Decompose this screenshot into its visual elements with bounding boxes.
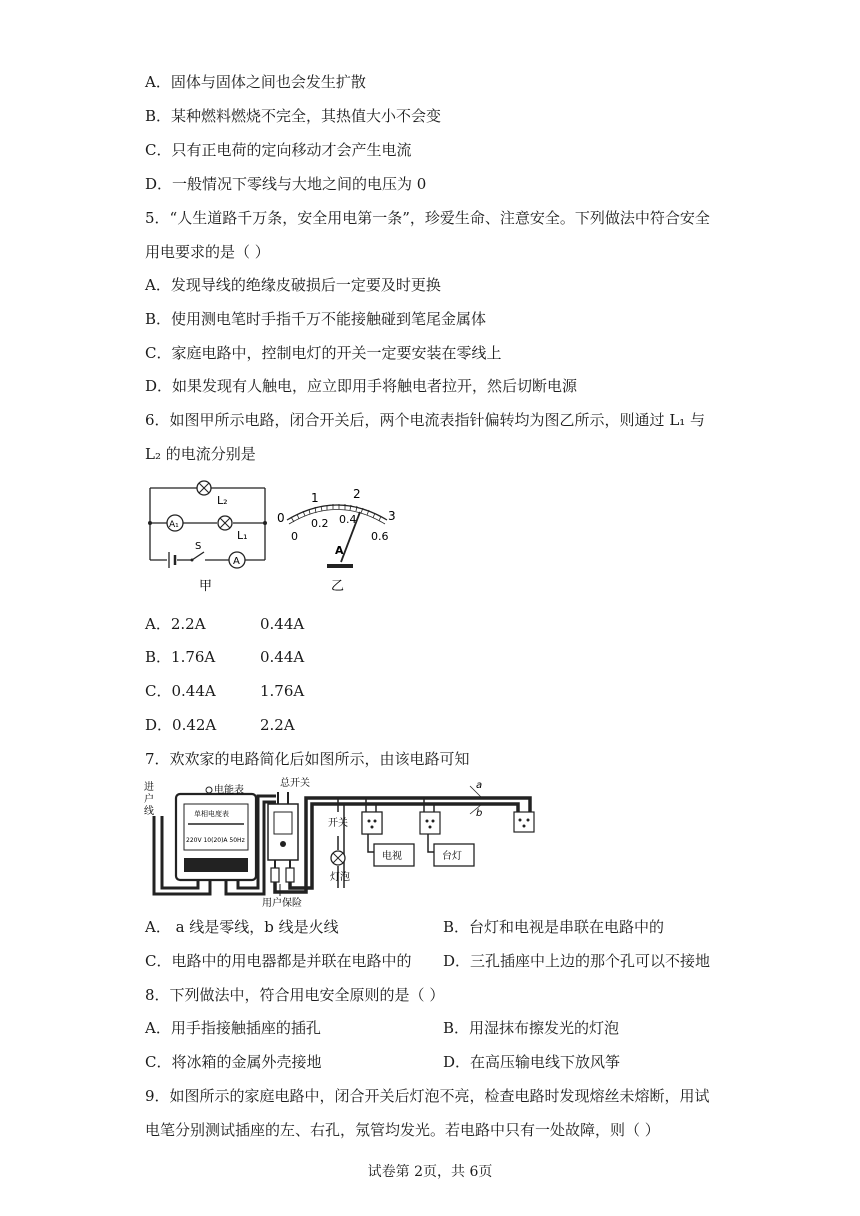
q5-option-d: D．如果发现有人触电，应立即用手将触电者拉开，然后切断电源 [145,377,578,395]
q9-stem-line-1: 9．如图所示的家庭电路中，闭合开关后灯泡不亮，检查电路时发现熔丝未熔断，用试 [145,1087,710,1105]
q7-option-b: B．台灯和电视是串联在电路中的 [443,918,665,936]
q5-stem-line-2: 用电要求的是（ ） [145,243,270,261]
fuse-icon [271,860,294,882]
q5-stem-line-1: 5．“人生道路千万条，安全用电第一条”，珍爱生命、注意安全。下列做法中符合安全 [145,209,710,227]
q5-option-a: A．发现导线的绝缘皮破损后一定要及时更换 [145,276,441,294]
q6-option-d-value: 2.2A [260,716,295,734]
entry-line-label-2: 户 [144,794,154,805]
wire-a-label: a [476,780,483,791]
label-l1: L₁ [237,529,248,542]
q8-stem: 8．下列做法中，符合用电安全原则的是（ ） [145,986,445,1004]
q5-option-c: C．家庭电路中，控制电灯的开关一定要安装在零线上 [145,344,502,362]
q8-option-d: D．在高压输电线下放风筝 [443,1053,621,1071]
q4-option-c: C．只有正电荷的定向移动才会产生电流 [145,141,412,159]
tv-socket-icon [362,812,382,834]
label-s: S [195,541,202,552]
dial-bottom-tick-1: 0.2 [311,517,329,530]
dial-top-tick-1: 1 [311,491,319,505]
label-a1: A₁ [169,520,179,530]
meter-spec-label: 220V 10(20)A 50Hz [186,837,245,844]
q7-option-d: D．三孔插座中上边的那个孔可以不接地 [443,952,711,970]
q6-stem-line-1: 6．如图甲所示电路，闭合开关后，两个电流表指针偏转均为图乙所示，则通过 L₁ 与 [145,411,706,429]
label-l2: L₂ [217,494,228,507]
lamp-label: 台灯 [442,851,462,862]
entry-line-label-1: 进 [144,782,154,793]
dial-bottom-tick-3: 0.6 [371,530,389,543]
lamp-socket-icon [420,812,440,834]
q6-option-a-value: 0.44A [260,615,305,633]
meter-panel-label: 单相电度表 [194,810,229,818]
q7-stem: 7．欢欢家的电路简化后如图所示，由该电路可知 [145,750,470,768]
q6-option-b-label: B．1.76A [145,648,216,666]
dial-top-tick-0: 0 [277,511,285,525]
wire-b-label: b [476,808,483,819]
bulb-icon [331,851,345,865]
q9-stem-line-2: 电笔分别测试插座的左、右孔，氖管均发光。若电路中只有一处故障，则（ ） [145,1121,660,1139]
bulb-label: 灯泡 [330,872,350,883]
ammeter-dial-figure-yi [275,478,400,596]
q6-stem-line-2: L₂ 的电流分别是 [145,445,256,463]
circuit-figure-jia [145,478,275,593]
dial-top-tick-2: 2 [353,487,361,501]
tv-label: 电视 [382,851,402,862]
dial-top-tick-3: 3 [388,509,396,523]
q7-option-c: C．电路中的用电器都是并联在电路中的 [145,952,412,970]
dial-bottom-tick-2: 0.4 [339,513,357,526]
q8-option-c: C．将冰箱的金属外壳接地 [145,1053,322,1071]
switch-icon [191,552,205,562]
bulb-l1-icon [218,516,232,530]
q6-option-c-value: 1.76A [260,682,305,700]
caption-jia: 甲 [199,579,213,593]
main-switch-label: 总开关 [280,778,310,789]
label-a: A [233,556,240,567]
battery-icon [169,552,175,568]
q4-option-b: B．某种燃料燃烧不完全，其热值大小不会变 [145,107,442,125]
q6-option-b-value: 0.44A [260,648,305,666]
switch-label: 开关 [328,818,348,829]
meter-label: 电能表 [214,785,244,796]
household-circuit-figure [140,776,540,908]
bulb-l2-icon [197,481,211,495]
q4-option-d: D．一般情况下零线与大地之间的电压为 0 [145,175,427,193]
q8-option-b: B．用湿抹布擦发光的灯泡 [443,1019,620,1037]
q8-option-a: A．用手指接触插座的插孔 [145,1019,321,1037]
page-footer: 试卷第 2页，共 6页 [367,1164,493,1180]
dial-unit: A [335,544,344,557]
q7-option-a: A． a 线是零线，b 线是火线 [145,918,339,936]
q6-option-a-label: A．2.2A [145,615,206,633]
dial-scale-arc [287,505,387,520]
fuse-label: 用户保险 [262,898,302,908]
q4-option-a: A．固体与固体之间也会发生扩散 [145,73,366,91]
q6-option-c-label: C．0.44A [145,682,216,700]
dial-bottom-tick-0: 0 [291,530,298,543]
q5-option-b: B．使用测电笔时手指千万不能接触碰到笔尾金属体 [145,310,487,328]
three-hole-socket-icon [514,812,534,832]
caption-yi: 乙 [331,579,345,594]
q6-option-d-label: D．0.42A [145,716,217,734]
entry-line-label-3: 线 [144,806,154,817]
